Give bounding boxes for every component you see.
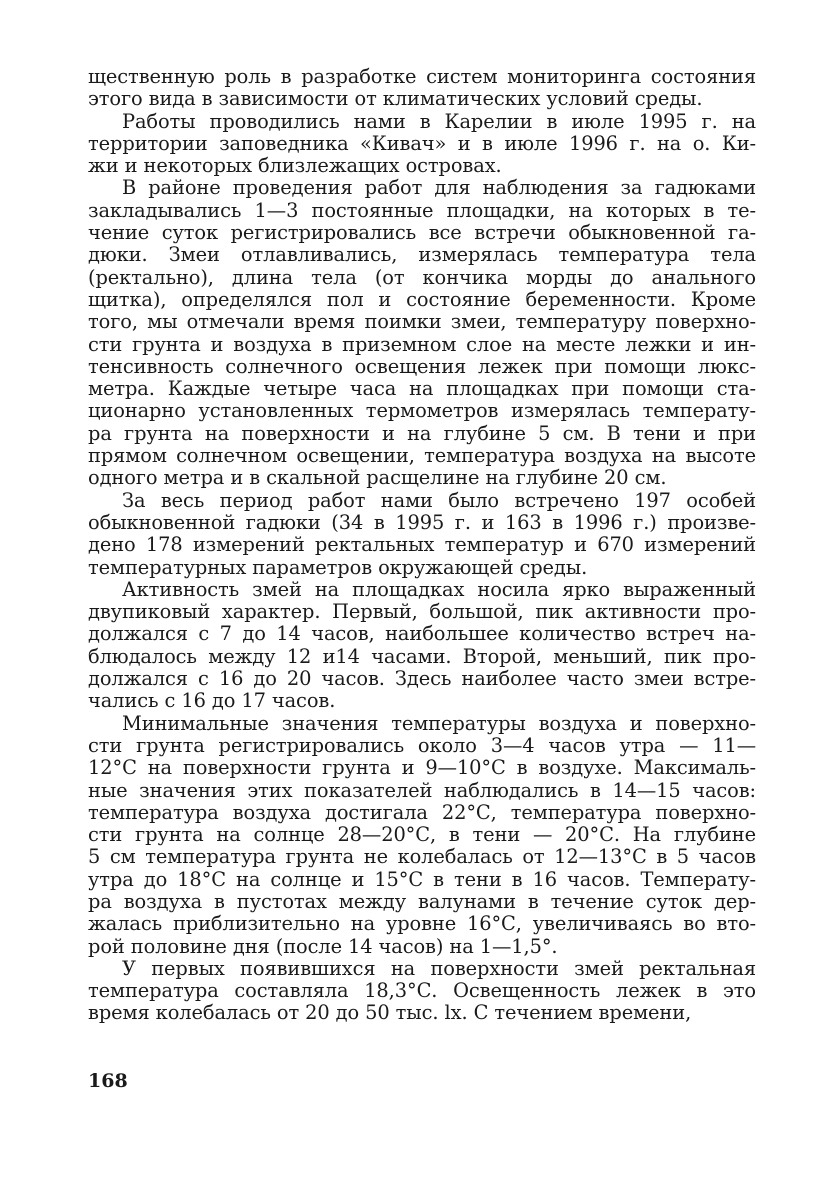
text-line: ционарно установленных термометров измерялась температу- bbox=[88, 399, 756, 423]
text-line: жалась приблизительно на уровне 16°С, увеличиваясь во вто- bbox=[88, 912, 756, 936]
paragraph bbox=[88, 713, 756, 958]
paragraph bbox=[88, 490, 756, 579]
text-line: должался с 16 до 20 часов. Здесь наиболее часто змеи встре- bbox=[88, 667, 756, 691]
paragraph bbox=[88, 111, 756, 178]
text-line: время колебалась от 20 до 50 тыс. lx. С течением времени, bbox=[88, 1001, 692, 1025]
text-line: обыкновенной гадюки (34 в 1995 г. и 163 в 1996 г.) произве- bbox=[88, 510, 756, 534]
text-line: (ректально), длина тела (от кончика морды до анального bbox=[88, 265, 756, 289]
text-line: прямом солнечном освещении, температура воздуха на высоте bbox=[88, 444, 756, 468]
text-line: дюки. Змеи отлавливались, измерялась температура тела bbox=[88, 243, 756, 267]
text-line: блюдалось между 12 и14 часами. Второй, меньший, пик про- bbox=[88, 644, 756, 668]
page-number: 168 bbox=[88, 1070, 128, 1092]
text-line: метра. Каждые четыре часа на площадках при помощи ста- bbox=[88, 377, 756, 401]
text-line: этого вида в зависимости от климатических условий среды. bbox=[88, 87, 703, 111]
text-line: 12°С на поверхности грунта и 9—10°С в воздухе. Максималь- bbox=[88, 756, 756, 780]
text-line: температурных параметров окружающей среды. bbox=[88, 555, 588, 579]
text-line: ные значения этих показателей наблюдались в 14—15 часов: bbox=[88, 778, 756, 802]
text-line: температура составляла 18,3°С. Освещенность лежек в это bbox=[88, 979, 756, 1003]
text-line: должался с 7 до 14 часов, наибольшее количество встреч на- bbox=[88, 622, 756, 646]
text-line: 5 см температура грунта не колебалась от 12—13°С в 5 часов bbox=[88, 845, 756, 869]
text-line: Минимальные значения температуры воздуха и поверхно- bbox=[122, 711, 756, 735]
text-line: Активность змей на площадках носила ярко выраженный bbox=[122, 577, 756, 601]
text-line: сти грунта на солнце 28—20°С, в тени — 20°С. На глубине bbox=[88, 823, 756, 847]
paragraph bbox=[88, 579, 756, 713]
text-line: тенсивность солнечного освещения лежек при помощи люкс- bbox=[88, 354, 756, 378]
text-line: утра до 18°С на солнце и 15°С в тени в 16 часов. Температу- bbox=[88, 867, 756, 891]
text-line: За весь период работ нами было встречено 197 особей bbox=[122, 488, 756, 512]
text-line: сти грунта регистрировались около 3—4 часов утра — 11— bbox=[88, 733, 756, 757]
text-line: Работы проводились нами в Карелии в июле 1995 г. на bbox=[122, 109, 756, 133]
text-line: щитка), определялся пол и состояние беременности. Кроме bbox=[88, 287, 756, 311]
text-line: ра грунта на поверхности и на глубине 5 см. В тени и при bbox=[88, 421, 756, 445]
page-body bbox=[88, 66, 756, 1025]
paragraph bbox=[88, 177, 756, 489]
text-line: закладывались 1—3 постоянные площадки, на которых в те- bbox=[88, 198, 756, 222]
text-line: рой половине дня (после 14 часов) на 1—1,5°. bbox=[88, 934, 558, 958]
text-line: территории заповедника «Кивач» и в июле 1996 г. на о. Ки- bbox=[88, 131, 756, 155]
paragraph bbox=[88, 958, 756, 1025]
text-line: У первых появившихся на поверхности змей ректальная bbox=[122, 956, 756, 980]
text-line: температура воздуха достигала 22°С, температура поверхно- bbox=[88, 800, 756, 824]
paragraph bbox=[88, 66, 756, 111]
text-line: одного метра и в скальной расщелине на глубине 20 см. bbox=[88, 466, 667, 490]
text-line: того, мы отмечали время поимки змеи, температуру поверхно- bbox=[88, 310, 756, 334]
text-line: жи и некоторых близлежащих островах. bbox=[88, 154, 502, 178]
text-line: В районе проведения работ для наблюдения за гадюками bbox=[122, 176, 756, 200]
text-line: дено 178 измерений ректальных температур и 670 измерений bbox=[88, 533, 756, 557]
text-line: чались с 16 до 17 часов. bbox=[88, 689, 336, 713]
text-line: сти грунта и воздуха в приземном слое на месте лежки и ин- bbox=[88, 332, 756, 356]
text-line: двупиковый характер. Первый, большой, пик активности про- bbox=[88, 600, 756, 624]
text-line: чение суток регистрировались все встречи обыкновенной га- bbox=[88, 221, 756, 245]
text-line: щественную роль в разработке систем мониторинга состояния bbox=[88, 65, 756, 88]
text-line: ра воздуха в пустотах между валунами в течение суток дер- bbox=[88, 889, 756, 913]
